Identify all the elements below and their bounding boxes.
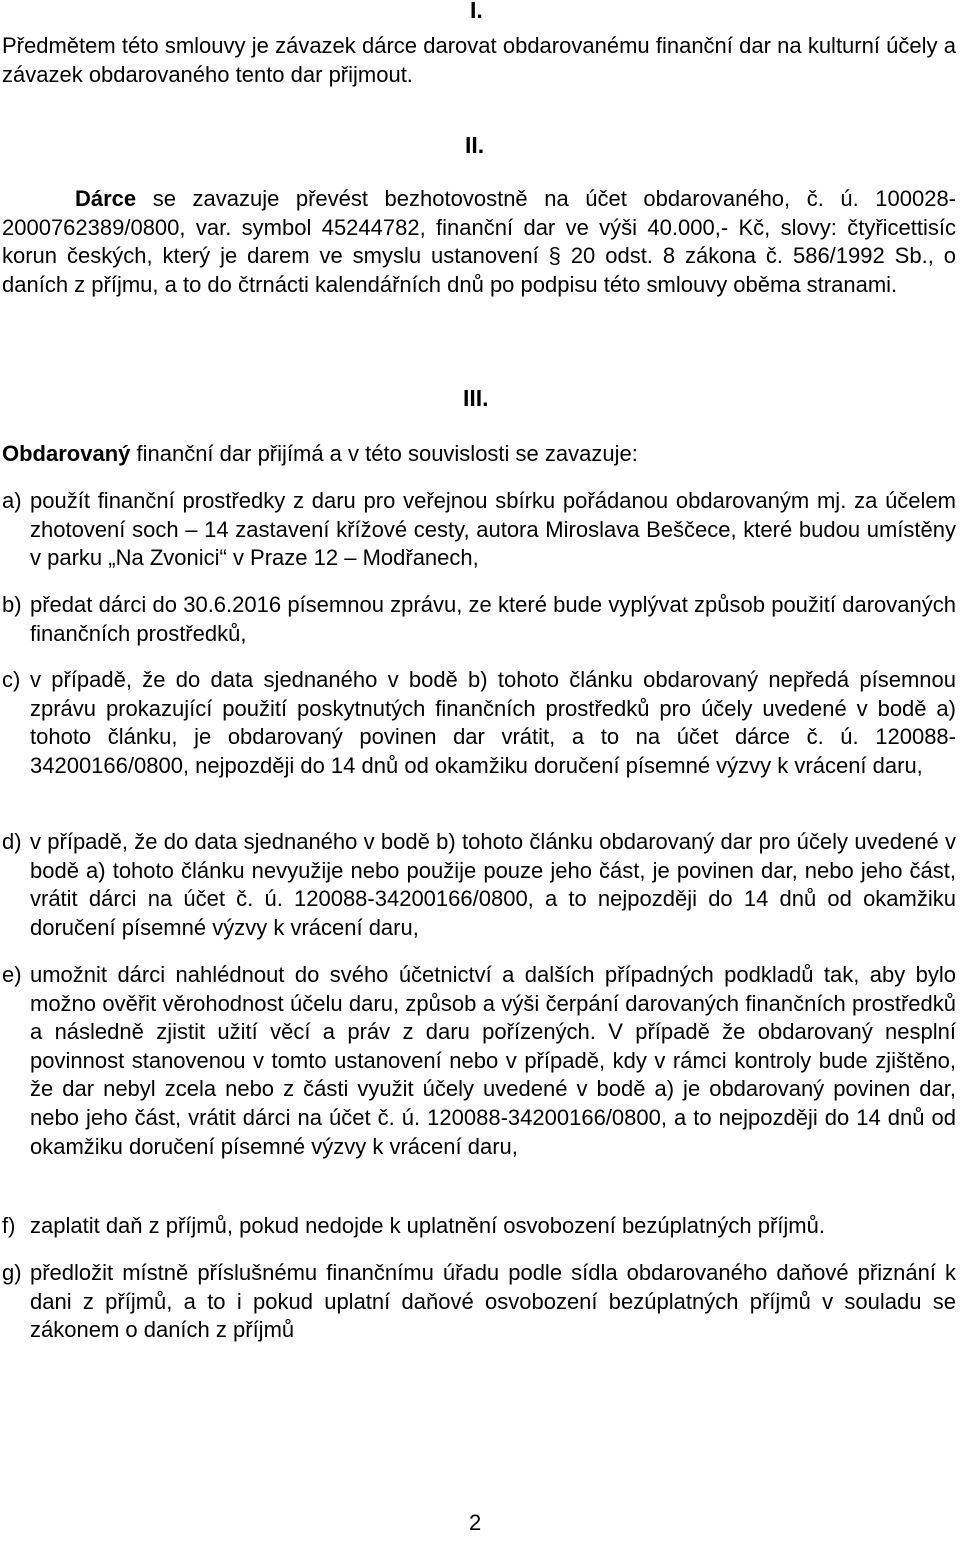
item-text: umožnit dárci nahlédnout do svého účetnictví a dalších případných podkladů tak, aby bylo možno ověřit věrohodnost účelu daru, způsob a výši čerpání darovaných finančních prostředků a následně zjistit užití věcí a práv z daru pořízených. V případě že obdarovaný nesplní povinnost stanovenou v tomto ustanovení nebo v případě, kdy v rámci kontroly bude zjištěno, že dar nebyl zcela nebo z části využit účely uvedené v bodě a) je obdarovaný povinen dar, nebo jeho část, vrátit dárci na účet č. ú. 120088-34200166/0800, a to nejpozději do 14 dnů od okamžiku doručení písemné výzvy k vrácení daru, [30, 962, 956, 1159]
section-sign-symbol: § [548, 243, 561, 269]
section-2-paragraph [2, 185, 956, 299]
item-label: a) [2, 488, 22, 513]
item-label: g) [2, 1260, 22, 1285]
section-3-intro [2, 440, 956, 469]
section-heading-1: I. [470, 0, 483, 23]
section-2-text-part1: se zavazuje převést bezhotovostně na účet obdarovaného, č. ú. 100028-2000762389/0800, var. symbol 45244782, finanční dar ve výši 40.000,- Kč, slovy: čtyřicettisíc korun českých, který je darem ve smyslu ustanovení [2, 186, 956, 269]
item-text: použít finanční prostředky z daru pro veřejnou sbírku pořádanou obdarovaným mj. za účelem zhotovení soch – 14 zastavení křížové cesty, autora Miroslava Beščece, které budou umístěny v parku „Na Zvonici“ v Praze 12 – Modřanech, [30, 488, 956, 571]
item-text: zaplatit daň z příjmů, pokud nedojde k uplatnění osvobození bezúplatných příjmů. [30, 1213, 825, 1238]
obligation-item-a [2, 487, 956, 573]
obligation-item-g [2, 1259, 956, 1345]
section-heading-2: II. [465, 132, 485, 158]
obligation-item-d [2, 828, 956, 942]
obligation-item-e [2, 961, 956, 1161]
section-3-intro-text: finanční dar přijímá a v této souvislosti se zavazuje: [130, 441, 638, 466]
recipient-term: Obdarovaný [2, 441, 131, 466]
section-1-paragraph: Předmětem této smlouvy je závazek dárce darovat obdarovanému finanční dar na kulturní účely a závazek obdarovaného tento dar přijmout. [2, 33, 956, 87]
item-label: d) [2, 829, 22, 854]
item-text: v případě, že do data sjednaného v bodě b) tohoto článku obdarovaný dar pro účely uvedené v bodě a) tohoto článku nevyužije nebo použije pouze jeho část, je povinen dar, nebo jeho část, vrátit dárci na účet č. ú. 120088-34200166/0800, a to nejpozději do 14 dnů od okamžiku doručení písemné výzvy k vrácení daru, [30, 829, 956, 940]
item-text: předložit místně příslušnému finančnímu úřadu podle sídla obdarovaného daňové přiznání k dani z příjmů, a to i pokud uplatní daňové osvobození bezúplatných příjmů v souladu se zákonem o daních z příjmů [30, 1260, 956, 1343]
item-label: b) [2, 592, 22, 617]
obligation-item-f [2, 1212, 956, 1241]
donor-term: Dárce [75, 186, 137, 211]
item-label: f) [2, 1213, 16, 1238]
item-text: předat dárci do 30.6.2016 písemnou zprávu, ze které bude vyplývat způsob použití darovaných finančních prostředků, [30, 592, 956, 646]
section-heading-3: III. [463, 385, 489, 411]
item-label: e) [2, 962, 22, 987]
item-text: v případě, že do data sjednaného v bodě b) tohoto článku obdarovaný nepředá písemnou zprávu prokazující použití poskytnutých finančních prostředků pro účely uvedené v bodě a) tohoto článku, je obdarovaný povinen dar vrátit, a to na účet dárce č. ú. 120088-34200166/0800, nejpozději do 14 dnů od okamžiku doručení písemné výzvy k vrácení daru, [30, 667, 956, 778]
item-label: c) [2, 667, 21, 692]
obligation-item-c [2, 666, 956, 780]
section-2-text-part2: 20 odst. 8 zákona č. 586/1992 Sb., o daních z příjmu, a to do čtrnácti kalendářních dnů po podpisu této smlouvy oběma stranami. [2, 243, 956, 297]
obligation-item-b [2, 591, 956, 648]
page-number: 2 [469, 1510, 482, 1535]
